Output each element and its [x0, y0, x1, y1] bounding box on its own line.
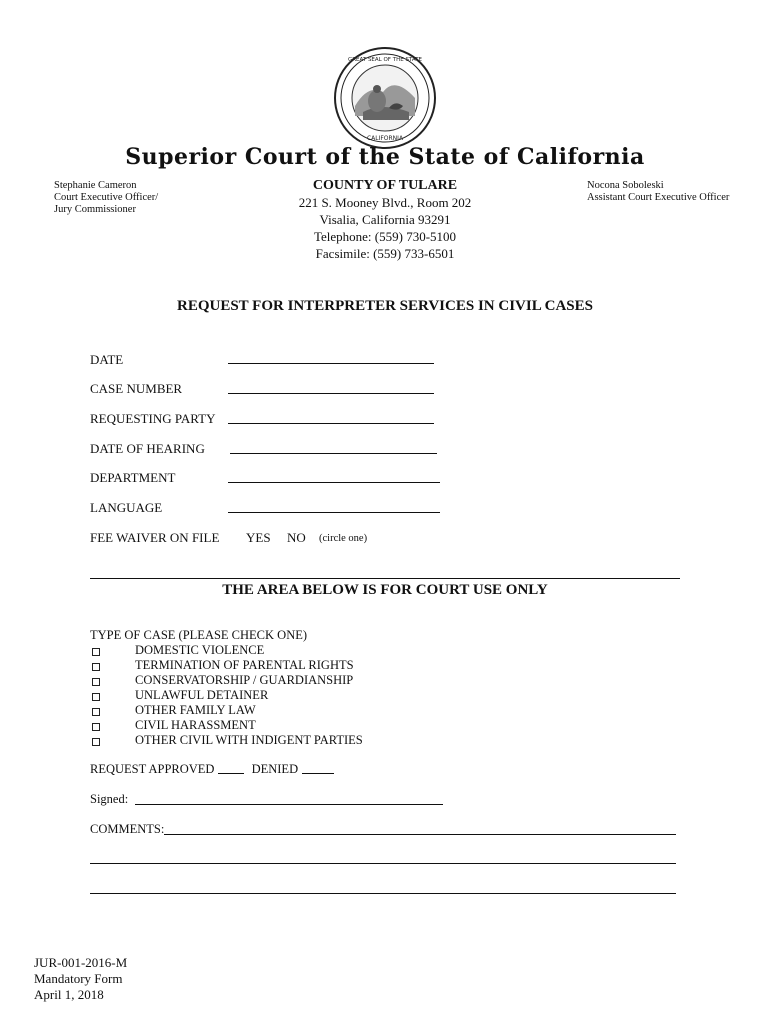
- county-address-block: [230, 177, 540, 262]
- svg-text:GREAT SEAL OF THE STATE: GREAT SEAL OF THE STATE: [347, 57, 423, 63]
- svg-text:CALIFORNIA: CALIFORNIA: [366, 135, 404, 142]
- address-line-1: 221 S. Mooney Blvd., Room 202: [298, 195, 472, 210]
- field-label-case-number: CASE NUMBER: [90, 381, 183, 396]
- court-use-heading: THE AREA BELOW IS FOR COURT USE ONLY: [222, 582, 548, 598]
- date-input-line[interactable]: [228, 363, 434, 364]
- field-label-requesting-party: REQUESTING PARTY: [90, 411, 216, 426]
- address-line-2: Visalia, California 93291: [319, 212, 451, 227]
- court-title: Superior Court of the State of California: [125, 144, 645, 170]
- comments-line-2[interactable]: [90, 863, 676, 864]
- facsimile: Facsimile: (559) 733-6501: [315, 246, 455, 261]
- field-label-language: LANGUAGE: [90, 500, 163, 515]
- signature-line[interactable]: [135, 804, 443, 805]
- assistant-officer-block: [587, 180, 729, 204]
- checkbox-domestic-violence[interactable]: [92, 648, 100, 656]
- field-label-date: DATE: [90, 352, 124, 367]
- checkbox-conservatorship[interactable]: [92, 678, 100, 686]
- case-type-heading: TYPE OF CASE (PLEASE CHECK ONE): [90, 628, 308, 642]
- comments-line-1[interactable]: [164, 834, 676, 835]
- form-title: REQUEST FOR INTERPRETER SERVICES IN CIVIL CASES: [177, 298, 593, 314]
- field-label-department: DEPARTMENT: [90, 470, 176, 485]
- fee-waiver-yes-option[interactable]: YES: [246, 530, 271, 545]
- approval-line: [90, 762, 338, 777]
- case-type-other-family-law: OTHER FAMILY LAW: [135, 703, 256, 717]
- request-approved-label: REQUEST APPROVED: [90, 762, 215, 776]
- form-number: JUR-001-2016-M: [34, 955, 128, 970]
- signed-label: Signed:: [90, 792, 129, 806]
- circle-one-hint: (circle one): [319, 533, 368, 544]
- assistant-officer-name: Nocona Soboleski: [587, 180, 664, 191]
- case-type-conservatorship: CONSERVATORSHIP / GUARDIANSHIP: [135, 673, 354, 687]
- comments-line-3[interactable]: [90, 893, 676, 894]
- section-divider: [90, 578, 680, 579]
- officer-name: Stephanie Cameron: [54, 180, 137, 191]
- officer-title-line-1: Court Executive Officer/: [54, 192, 159, 203]
- requesting-party-input-line[interactable]: [228, 423, 434, 424]
- comments-label: COMMENTS:: [90, 822, 165, 836]
- case-type-unlawful-detainer: UNLAWFUL DETAINER: [135, 688, 269, 702]
- checkbox-other-family-law[interactable]: [92, 708, 100, 716]
- case-number-input-line[interactable]: [228, 393, 434, 394]
- state-seal-logo: [333, 46, 437, 150]
- checkbox-other-civil-indigent[interactable]: [92, 738, 100, 746]
- department-input-line[interactable]: [228, 482, 440, 483]
- checkbox-unlawful-detainer[interactable]: [92, 693, 100, 701]
- checkbox-termination-parental-rights[interactable]: [92, 663, 100, 671]
- denied-label: DENIED: [251, 762, 299, 776]
- assistant-officer-title: Assistant Court Executive Officer: [587, 192, 730, 203]
- form-date: April 1, 2018: [34, 987, 104, 1002]
- officer-title-line-2: Jury Commissioner: [54, 204, 136, 215]
- form-type: Mandatory Form: [34, 971, 123, 986]
- case-type-domestic-violence: DOMESTIC VIOLENCE: [135, 643, 265, 657]
- case-type-other-civil-indigent: OTHER CIVIL WITH INDIGENT PARTIES: [135, 733, 363, 747]
- language-input-line[interactable]: [228, 512, 440, 513]
- field-label-fee-waiver: FEE WAIVER ON FILE: [90, 530, 220, 545]
- fee-waiver-no-option[interactable]: NO: [287, 530, 306, 545]
- case-type-termination-parental-rights: TERMINATION OF PARENTAL RIGHTS: [135, 658, 354, 672]
- form-footer: [34, 955, 127, 1003]
- denied-blank[interactable]: [302, 772, 334, 774]
- approved-blank[interactable]: [218, 772, 244, 774]
- county-name: COUNTY OF TULARE: [312, 178, 458, 193]
- checkbox-civil-harassment[interactable]: [92, 723, 100, 731]
- telephone: Telephone: (559) 730-5100: [313, 229, 457, 244]
- case-type-civil-harassment: CIVIL HARASSMENT: [135, 718, 256, 732]
- executive-officer-block: [54, 180, 158, 216]
- field-label-date-of-hearing: DATE OF HEARING: [90, 441, 205, 456]
- date-of-hearing-input-line[interactable]: [230, 453, 437, 454]
